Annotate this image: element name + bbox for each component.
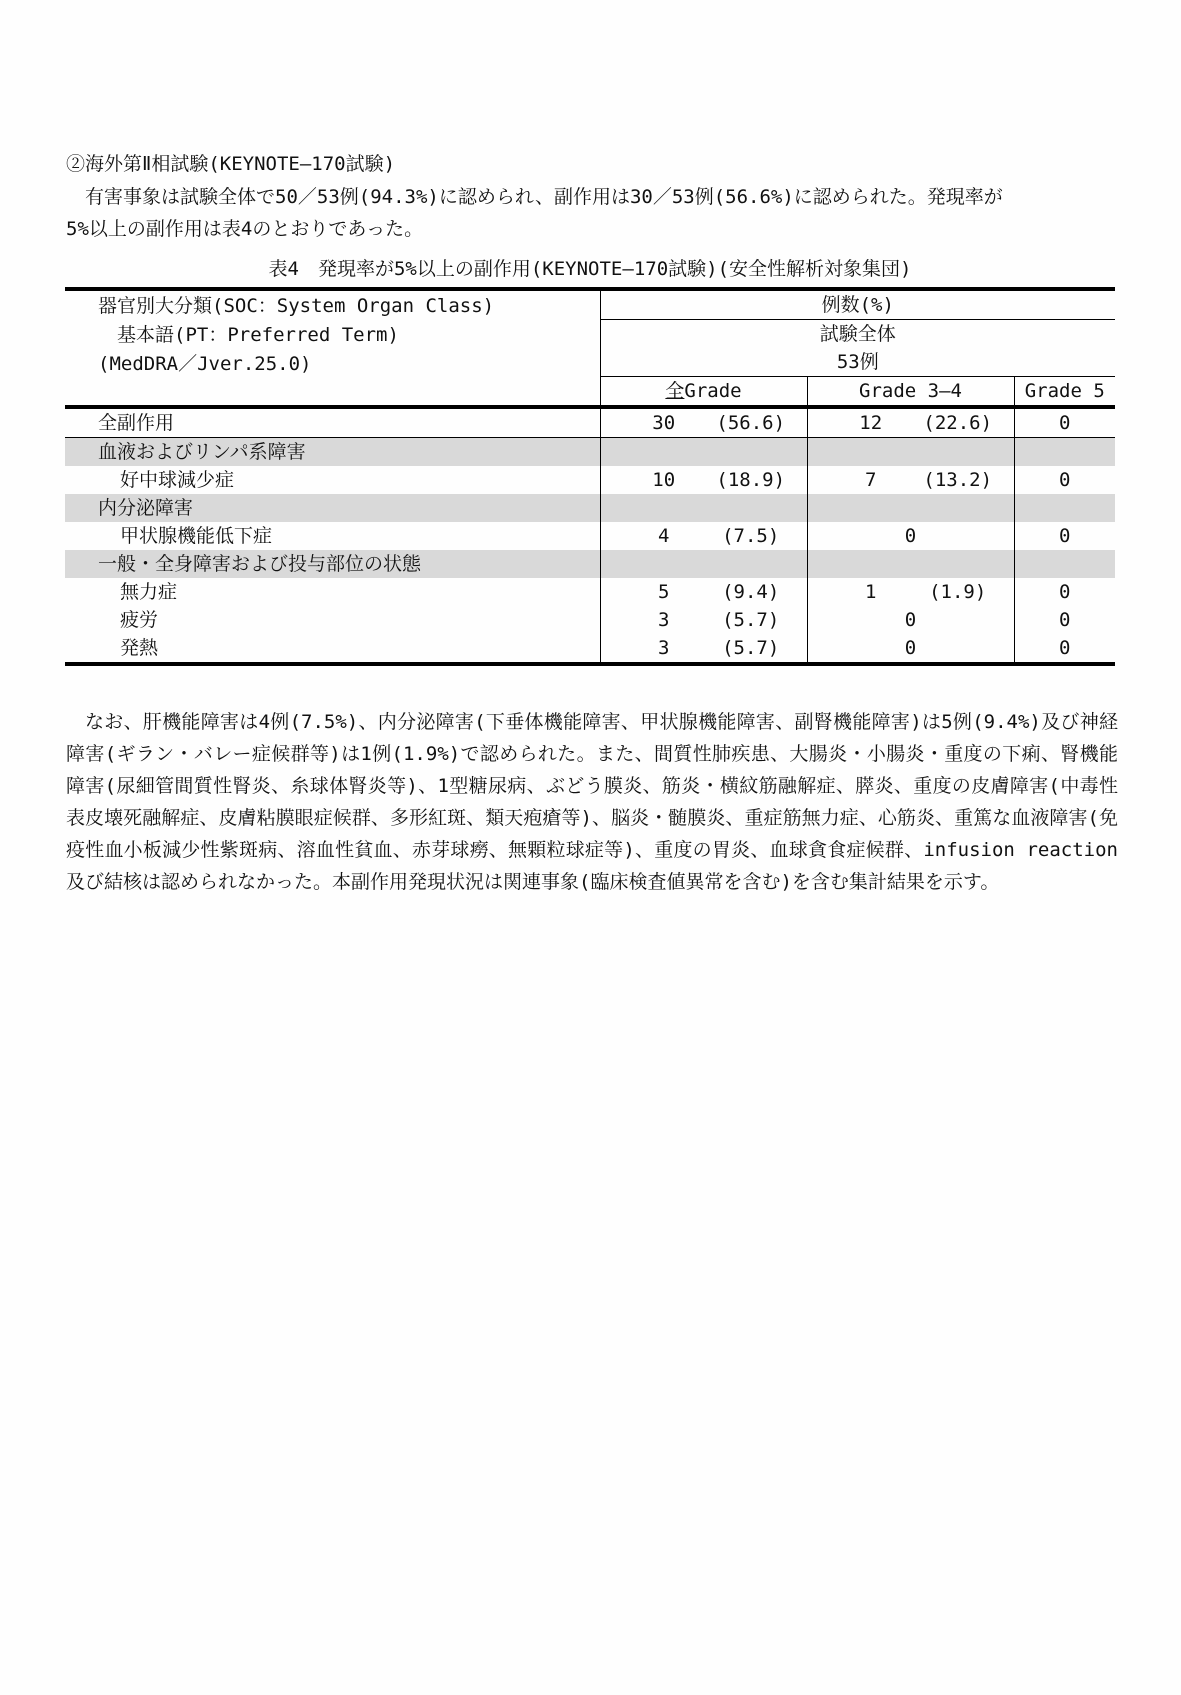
grade34-pct: (22.6)	[923, 412, 993, 434]
soc-header-line-2: 基本語(PT：Preferred Term)	[98, 324, 399, 346]
all-grade-count: 5	[657, 581, 670, 603]
table-row-total	[65, 407, 1115, 438]
pt-label: 甲状腺機能低下症	[120, 525, 273, 547]
grade5-count: 0	[1014, 634, 1115, 664]
intro-paragraph-line-1: 有害事象は試験全体で50／53例(94.3%)に認められ、副作用は30／53例(56.6%)に認められた。発現率が	[66, 186, 1003, 208]
table-row-pt	[65, 466, 1115, 494]
grade34-count: 1	[864, 581, 877, 603]
all-grade-prefix: 全	[665, 380, 685, 402]
grade34-count: 7	[864, 469, 877, 491]
all-grade-count: 3	[657, 609, 670, 631]
all-grade-count: 30	[652, 412, 676, 434]
all-grade-count: 10	[652, 469, 676, 491]
all-grade-pct: (7.5)	[722, 525, 780, 547]
grade34-count: 12	[859, 412, 883, 434]
grade34-count: 0	[807, 606, 1014, 634]
adverse-reactions-table	[65, 287, 1115, 666]
all-grade-suffix: Grade	[684, 380, 742, 402]
pt-label: 疲労	[120, 609, 159, 631]
table-row-pt	[65, 606, 1115, 634]
soc-header-cell	[65, 289, 600, 407]
grade5-header: Grade 5	[1014, 377, 1115, 408]
all-grade-count: 4	[657, 525, 670, 547]
footnote-text: なお、肝機能障害は4例(7.5%)、内分泌障害(下垂体機能障害、甲状腺機能障害、副腎機能障害)は5例(9.4%)及び神経障害(ギラン・バレー症候群等)は1例(1.9%)で認められた。また、間質性肺疾患、大腸炎・小腸炎・重度の下痢、腎機能障害(尿細管間質性腎炎、糸球体腎炎等)、1型糖尿病、ぶどう膜炎、筋炎・横紋筋融解症、膵炎、重度の皮膚障害(中毒性表皮壊死融解症、皮膚粘膜眼症候群、多形紅斑、類天疱瘡等)、脳炎・髄膜炎、重症筋無力症、心筋炎、重篤な血液障害(免疫性血小板減少性紫斑病、溶血性貧血、赤芽球癆、無顆粒球症等)、重度の胃炎、血球貪食症候群、infusion reaction及び結核は認められなかった。本副作用発現状況は関連事象(臨床検査値異常を含む)を含む集計結果を示す。	[66, 711, 1118, 893]
grade5-count: 0	[1014, 606, 1115, 634]
table-row-soc	[65, 494, 1115, 522]
all-grade-pct: (9.4)	[722, 581, 780, 603]
row-label: 全副作用	[98, 412, 175, 434]
group-n-header: 53例	[600, 348, 1115, 377]
table-row-soc	[65, 438, 1115, 467]
all-grade-pct: (5.7)	[722, 609, 780, 631]
soc-label: 内分泌障害	[65, 494, 600, 522]
soc-header-line-3: (MedDRA／Jver.25.0)	[98, 353, 312, 375]
table-row-pt	[65, 578, 1115, 606]
grade5-count: 0	[1014, 522, 1115, 550]
soc-label: 一般・全身障害および投与部位の状態	[65, 550, 600, 578]
pt-label: 発熱	[120, 637, 159, 659]
grade34-count: 0	[807, 522, 1014, 550]
grade34-pct: (1.9)	[929, 581, 987, 603]
soc-header-line-1: 器官別大分類(SOC：System Organ Class)	[98, 295, 495, 317]
pt-label: 無力症	[120, 581, 178, 603]
all-grade-count: 3	[657, 637, 670, 659]
grade34-pct: (13.2)	[923, 469, 993, 491]
table-caption: 表4 発現率が5%以上の副作用(KEYNOTE―170試験)(安全性解析対象集団)	[268, 258, 912, 280]
grade34-header: Grade 3―4	[807, 377, 1014, 408]
all-grade-pct: (5.7)	[722, 637, 780, 659]
grade5-count: 0	[1014, 466, 1115, 494]
all-grade-pct: (56.6)	[716, 412, 786, 434]
table-row-soc	[65, 550, 1115, 578]
pt-label: 好中球減少症	[120, 469, 235, 491]
count-header: 例数(%)	[600, 289, 1115, 320]
grade5-count: 0	[1014, 578, 1115, 606]
section-heading: ②海外第Ⅱ相試験(KEYNOTE―170試験)	[66, 153, 396, 175]
table-row-pt	[65, 634, 1115, 664]
footnote-paragraph	[66, 706, 1118, 898]
all-grade-header	[600, 377, 807, 408]
group-header: 試験全体	[600, 320, 1115, 349]
all-grade-pct: (18.9)	[716, 469, 786, 491]
table-row-pt	[65, 522, 1115, 550]
grade34-count: 0	[807, 634, 1014, 664]
grade5-count: 0	[1014, 407, 1115, 438]
soc-label: 血液およびリンパ系障害	[65, 438, 600, 467]
intro-paragraph-line-2: 5%以上の副作用は表4のとおりであった。	[66, 218, 424, 240]
